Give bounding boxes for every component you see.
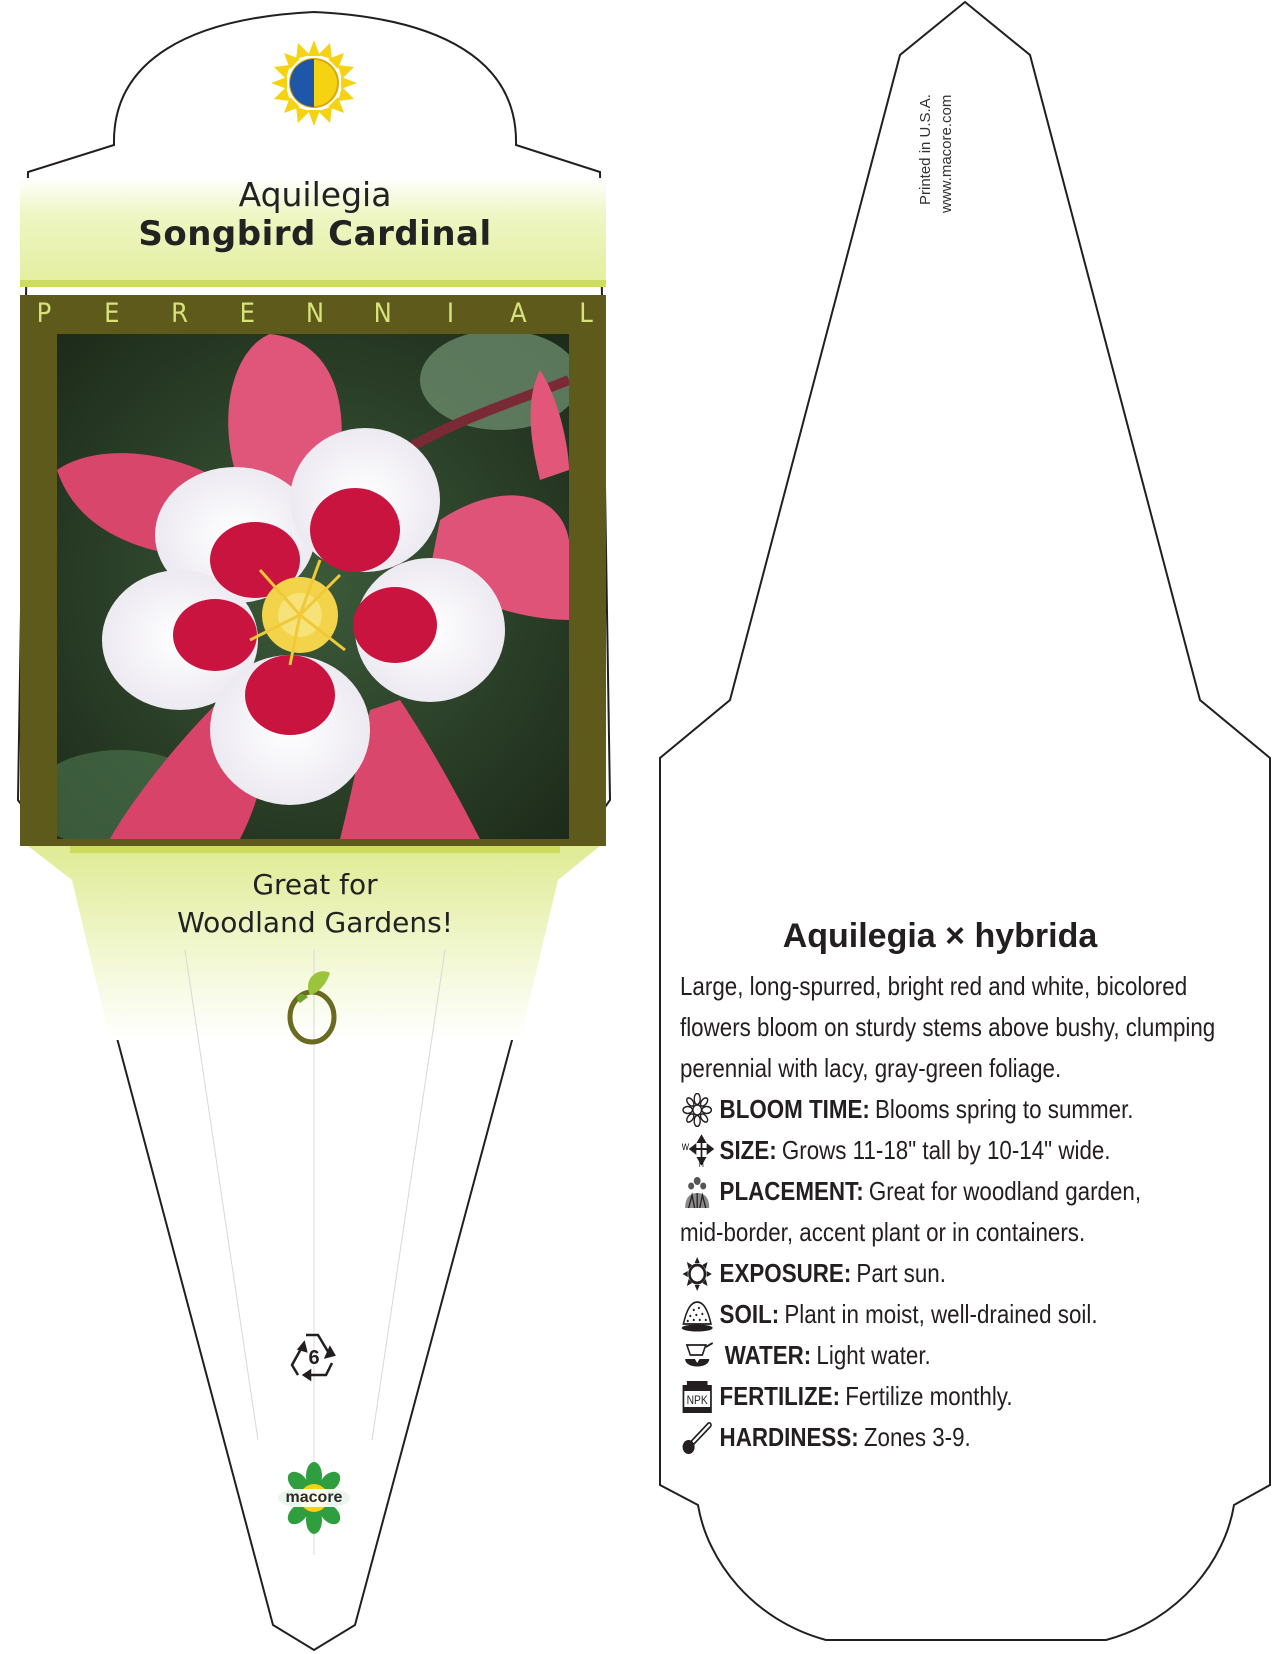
recycle-number: 6 [308, 1347, 320, 1369]
flower-icon [680, 1093, 714, 1127]
placement-row [680, 1171, 1256, 1212]
soil-value: Plant in moist, well-drained soil. [784, 1299, 1098, 1329]
fertilize-value: Fertilize monthly. [845, 1381, 1013, 1411]
printed-in [917, 55, 957, 215]
water-row [680, 1335, 1256, 1376]
bloom-time-row [680, 1089, 1256, 1130]
placement-value: Great for woodland garden, [868, 1176, 1142, 1206]
hardiness-value: Zones 3-9. [863, 1422, 971, 1452]
tagline-line2: Woodland Gardens! [177, 906, 453, 939]
soil-label: SOIL: [719, 1299, 780, 1329]
bloom-time-value: Blooms spring to summer. [875, 1094, 1134, 1124]
svg-text:W: W [681, 1140, 690, 1152]
category-letter: P [36, 298, 52, 329]
category-letter: R [171, 298, 188, 329]
category-letter: L [579, 298, 593, 329]
website: www.macore.com [938, 94, 955, 213]
placement-label: PLACEMENT: [719, 1176, 864, 1206]
soil-icon [680, 1298, 714, 1332]
printed-line1: Printed in U.S.A. [917, 94, 934, 205]
care-info [680, 966, 1256, 1458]
fertilize-label: FERTILIZE: [719, 1381, 841, 1411]
tagline-line1: Great for [252, 868, 378, 901]
description-line: flowers bloom on sturdy stems above bushy, clumping [680, 1012, 1216, 1042]
exposure-value: Part sun. [856, 1258, 946, 1288]
exposure-row [680, 1253, 1256, 1294]
thermometer-icon [680, 1421, 714, 1455]
variety-name: Songbird Cardinal [138, 214, 492, 254]
flower-photo [30, 330, 580, 850]
fertilize-row [680, 1376, 1256, 1417]
macore-logo-text: macore [285, 1489, 343, 1506]
hardiness-row [680, 1417, 1256, 1458]
tagline [130, 866, 500, 942]
npk-icon [680, 1380, 714, 1414]
category-letter: E [104, 298, 120, 329]
hardiness-label: HARDINESS: [719, 1422, 859, 1452]
svg-text:NPK: NPK [686, 1393, 708, 1407]
water-label: WATER: [724, 1340, 812, 1370]
water-value: Light water. [816, 1340, 931, 1370]
watering-can-icon [680, 1339, 714, 1373]
placement-icon [680, 1175, 714, 1209]
category-letter: N [305, 298, 325, 329]
botanical-name: Aquilegia × hybrida [782, 917, 1098, 955]
size-label: SIZE: [719, 1135, 777, 1165]
sun-icon [680, 1257, 714, 1291]
category-letter: E [239, 298, 255, 329]
exposure-label: EXPOSURE: [719, 1258, 852, 1288]
size-row [680, 1130, 1256, 1171]
category-label [30, 298, 600, 329]
bloom-time-label: BLOOM TIME: [719, 1094, 870, 1124]
description-line: perennial with lacy, gray-green foliage. [680, 1053, 1062, 1083]
common-name-line1: Aquilegia [238, 175, 392, 214]
svg-text:H: H [698, 1158, 704, 1168]
description-line: Large, long-spurred, bright red and white, bicolored [680, 971, 1188, 1001]
category-letter: N [373, 298, 392, 329]
placement-value-continued: mid-border, accent plant or in containers. [680, 1217, 1086, 1247]
soil-row [680, 1294, 1256, 1335]
category-letter: A [509, 298, 527, 329]
size-value: Grows 11-18" tall by 10-14" wide. [781, 1135, 1111, 1165]
size-arrows-icon [680, 1134, 714, 1168]
category-letter: I [446, 298, 455, 329]
